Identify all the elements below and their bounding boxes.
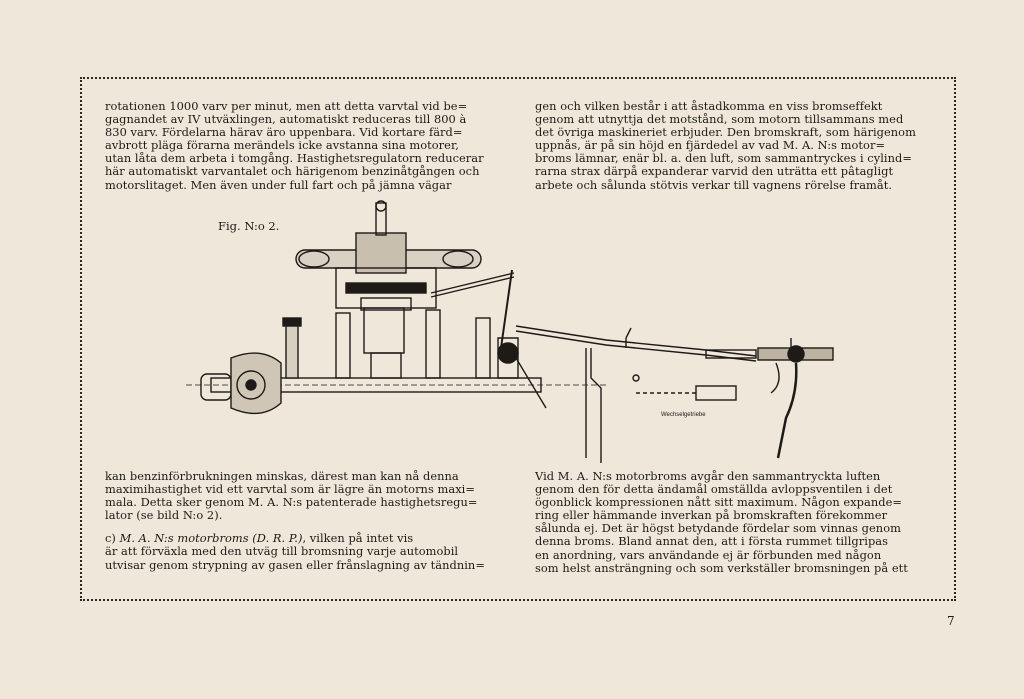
text-column-top-right	[535, 100, 938, 192]
paragraph-bottom-right: Vid M. A. N:s motorbroms avgår den sammantryckta luften genom den för detta ändamål omställda avloppsventilen i det ögonblick kompressionen nått sitt maximum. Någon expande= ring eller hämmande inverkan på bromskraften förekommer sålunda ej. Det är högst betydande fördelar som vinnas genom denna broms. Bland annat den, att i första rummet tillgripas en anordning, vars användande ej är förbunden med någon som helst ansträngning och som verkställer bromsningen på ett	[535, 469, 908, 575]
text-column-bottom-left	[105, 470, 498, 572]
engine-brake-diagram	[186, 198, 856, 463]
section-prefix: c)	[105, 531, 120, 546]
text-column-bottom-right	[535, 470, 938, 575]
section-heading-italic: M. A. N:s motorbroms (D. R. P.)	[119, 531, 303, 546]
paragraph-top-right: gen och vilken består i att åstadkomma en viss bromseffekt genom att utnyttja det motstånd, som motorn tillsammans med det övriga maskineriet erbjuder. Den bromskraft, som härigenom uppnås, är på sin höjd en fjärdedel av vad M. A. N:s motor= broms lämnar, enär bl. a. den luft, som sammantryckes i cylind= rarna strax därpå expanderar varvid den uträtta ett pâtagligt arbete och sålunda stötvis verkar till vagnens rörelse framåt.	[535, 99, 916, 192]
text-column-top-left	[105, 100, 498, 192]
paragraph-bottom-left-2	[105, 532, 498, 571]
paragraph-bottom-left-1: kan benzinförbrukningen minskas, därest man kan nå denna maximihastighet vid ett varvtal som är lägre än motorns maxi= mala. Detta sker genom M. A. N:s patenterade hastighetsregu= lator (se bild N:o 2).	[105, 469, 478, 523]
paragraph-top-left: rotationen 1000 varv per minut, men att detta varvtal vid be= gagnandet av IV utväxlingen, automatiskt reduceras till 800 à 830 varv. Fördelarna härav äro uppenbara. Vid kortare färd= avbrott pläga förarna merändels icke avstanna sina motorer, utan låta dem arbeta i tomgång. Hastighetsregulatorn reducerar här automatiskt varvantalet och härigenom benzinåtgången och motorslitaget. Men även under full fart och på jämna vägar	[105, 99, 484, 192]
figure-label-wechselgetriebe: Wechselgetriebe	[661, 412, 706, 418]
page-number: 7	[947, 614, 955, 628]
figure-caption: Fig. N:o 2.	[218, 219, 280, 233]
section-text: , vilken på intet vis är att förväxla med den utväg till bromsning varje automobil utvisar genom strypning av gasen eller frånslagning av tändnin=	[105, 531, 485, 572]
